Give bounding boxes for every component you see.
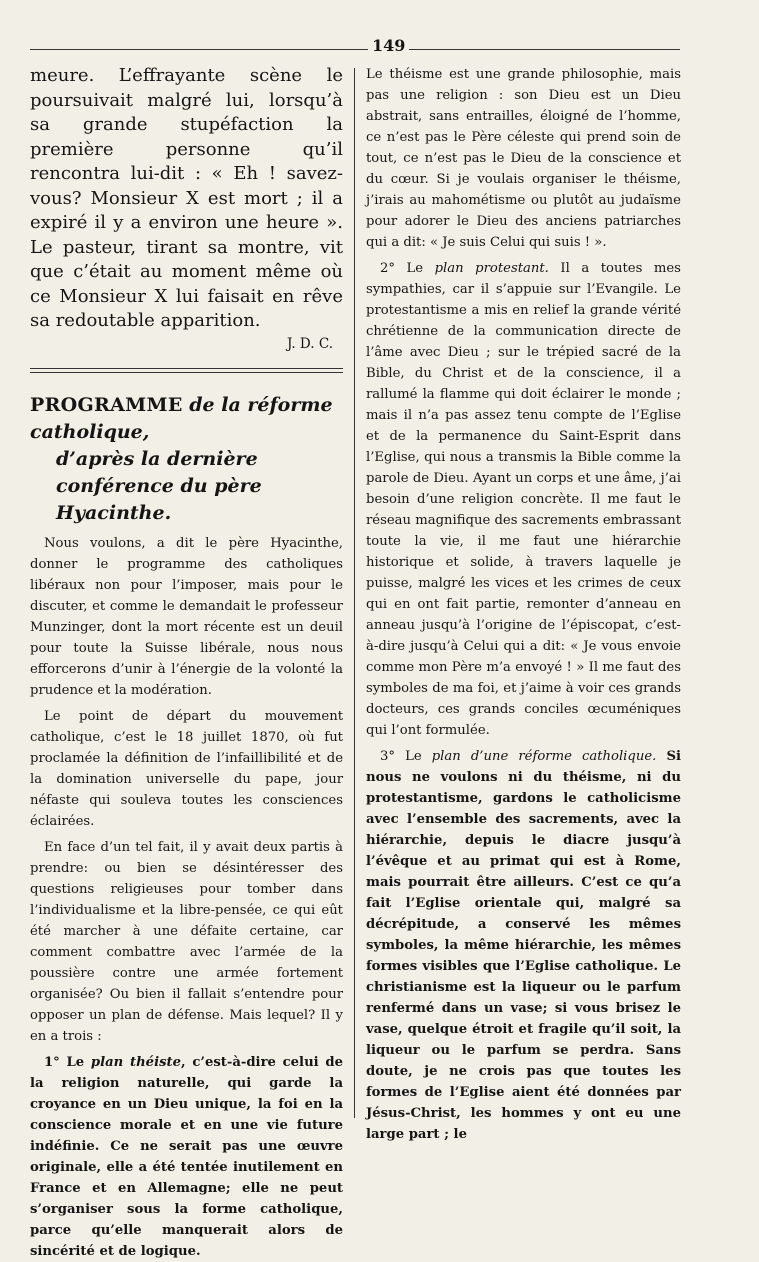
paragraph: Le théisme est une grande philosophie, mais pas une religion : son Dieu est un Dieu abstrait, sans entrailles, éloigné de l’homme, ce n’est pas le Père céleste qui prend soin de tout, ce n’est pas le Dieu de la conscience et du cœur. Si je voulais organiser le théisme, j’irais au mahométisme ou plutôt au judaïsme pour adorer le Dieu des anciens patriarches qui a dit: « Je suis Celui qui suis ! ». [366,67,681,250]
page-number: 149 [368,36,409,55]
item-term: plan d’une réforme catholique. [431,749,657,764]
paragraph: Le point de départ du mouvement catholique, c’est le 18 juillet 1870, où fut proclamée la définition de l’infaillibilité et de la domination universelle du pape, jour néfaste qui souleva toutes les consciences éclairées. [30,708,343,829]
column-divider [354,68,355,1118]
item-number: 3° Le [380,749,422,764]
left-body [30,533,343,1262]
intro-text [30,64,343,334]
intro-paragraph: meure. L’effrayante scène le poursuivait malgré lui, lorsqu’à sa grande stupéfaction la première personne qu’il rencontra lui-dit : « Eh ! savez-vous? Monsieur X est mort ; il a expiré il y a environ une heure ». Le pasteur, tirant sa montre, vit que c’était au moment même où ce Monsieur X lui faisait en rêve sa redoutable apparition. [30,65,343,331]
item-text: , c’est-à-dire celui de la religion naturelle, qui garde la croyance en un Dieu unique, la foi en la conscience morale et en une vie future indéfinie. Ce ne serait pas une œuvre originale, elle a été tentée inutilement en France et en Allemagne; elle ne peut s’organiser sous la forme catholique, parce qu’elle manquerait alors de sincérité et de logique. [30,1054,344,1259]
section-title-caps: PROGRAMME [30,393,183,416]
section-title-rest: de la réforme catholique, [30,393,333,443]
section-title [30,392,343,527]
right-body [366,64,681,1145]
protestant-plan-paragraph [366,258,681,741]
page-header [30,36,680,58]
item-term: plan protestant. [434,261,549,276]
left-column [30,64,343,1262]
header-rule [30,49,680,50]
catholic-reform-paragraph [366,746,681,1145]
item-number: 1° Le [44,1054,85,1070]
item-term: plan théiste [90,1054,181,1070]
paragraph: En face d’un tel fait, il y avait deux partis à prendre: ou bien se désintéresser des questions religieuses pour tomber dans l’individualisme et la libre-pensée, ce qui eût été marcher à une défaite certaine, car comment combattre avec l’armée de la poussière contre une armée fortement organisée? Ou bien il fallait s’entendre pour opposer un plan de défense. Mais lequel? Il y en a trois : [30,839,343,1044]
signature: J. D. C. [286,335,333,352]
right-column [366,64,681,1145]
item-number: 2° Le [380,261,424,276]
theist-plan-paragraph [30,1052,343,1262]
item-text: Il a toutes mes sympathies, car il s’appuie sur l’Evangile. Le protestantisme a mis en relief la grande vérité chrétienne de la communication directe de l’âme avec Dieu ; sur le trépied sacré de la Bible, du Christ et de la conscience, il a rallumé la flamme qui doit éclairer le monde ; mais il n’a pas assez tenu compte de l’Eglise et de la permanence du Saint-Esprit dans l’Eglise, qui nous a transmis la Bible comme la parole de Dieu. Ayant un corps et une âme, j’ai besoin d’une religion concrète. Il me faut le réseau magnifique des sacrements embrassant toute la vie, il me faut une hiérarchie historique et solide, à travers laquelle je puisse, malgré les vices et les crimes de ceux qui en ont fait partie, remonter d’anneau en anneau jusqu’à l’origine de l’épiscopat, c’est-à-dire jusqu’à Celui qui a dit: « Je vous envoie comme mon Père m’a envoyé ! » Il me faut des symboles de ma foi, et j’aime à voir ces grands docteurs, ces grands conciles œcuméniques qui l’ont formulée. [366,261,681,738]
section-subtitle: d’après la dernière conférence du père Hyacinthe. [56,447,262,524]
paragraph: Nous voulons, a dit le père Hyacinthe, donner le programme des catholiques libéraux non pour l’imposer, mais pour le discuter, et comme le demandait le professeur Munzinger, dont la mort récente est un deuil pour toute la Suisse libérale, nous nous efforcerons d’unir à l’énergie de la volonté la prudence et la modération. [30,535,343,698]
item-text: Si nous ne voulons ni du théisme, ni du protestantisme, gardons le catholicisme avec l’ensemble des sacrements, avec la hiérarchie, depuis le diacre jusqu’à l’évêque et au primat qui est à Rome, mais pourrait être ailleurs. C’est ce qu’a fait l’Eglise orientale qui, malgré sa décrépitude, a conservé les mêmes symboles, la même hiérarchie, les mêmes formes visibles que l’Eglise catholique. Le christianisme est la liqueur ou le parfum renfermé dans un vase; si vous brisez le vase, quelque étroit et fragile qu’il soit, la liqueur ou le parfum se perdra. Sans doute, je ne crois pas que toutes les formes de l’Eglise aient été données par Jésus-Christ, les hommes y ont eu une large part ; le [366,749,681,1142]
section-divider [30,368,343,376]
